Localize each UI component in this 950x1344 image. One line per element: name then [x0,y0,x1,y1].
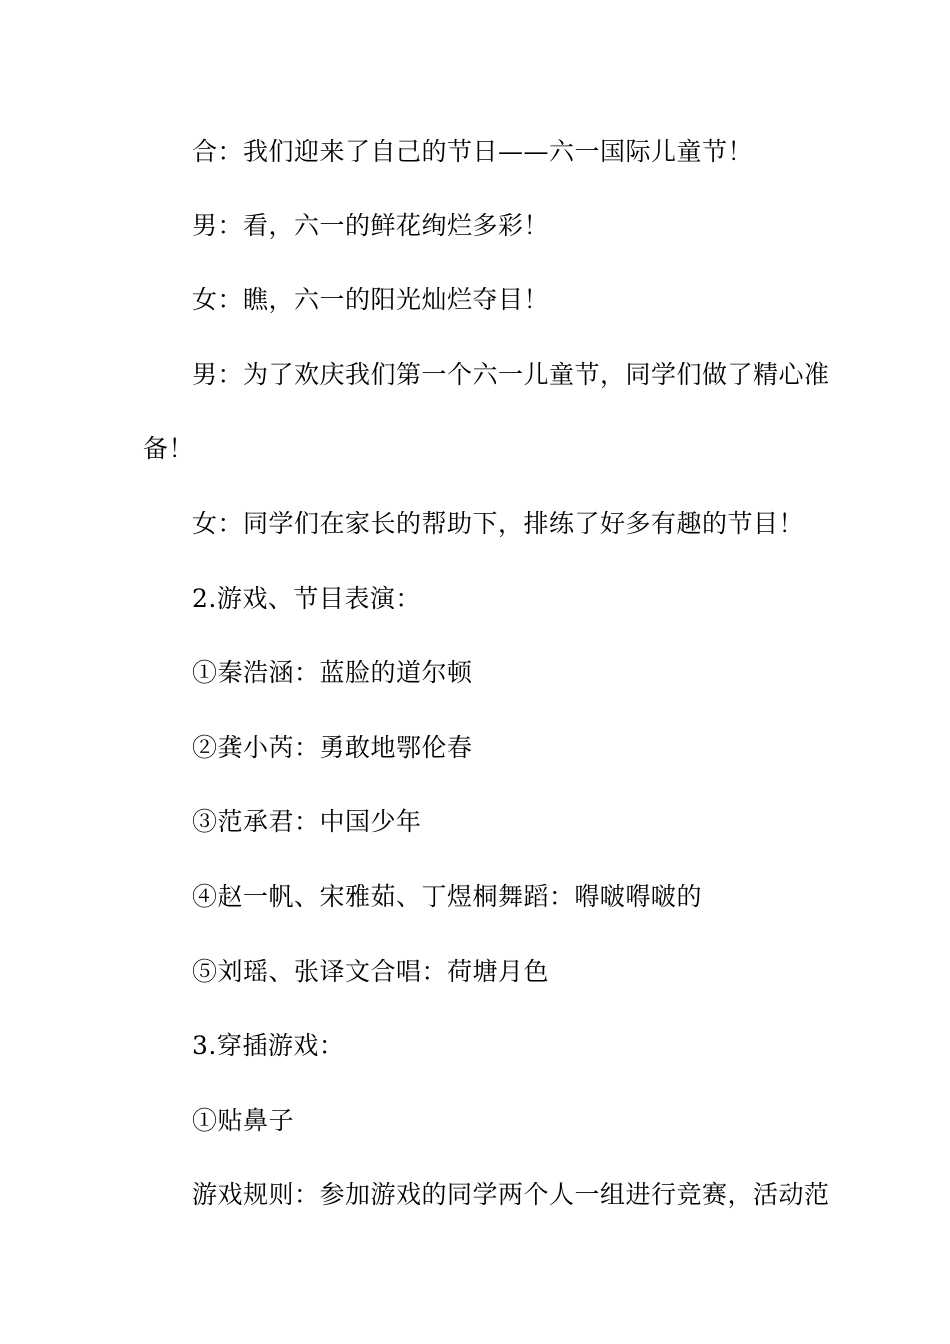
list-item-performance-3: ③范承君：中国少年 [192,807,422,836]
list-item-performance-2: ②龚小芮：勇敢地鄂伦春 [192,733,473,762]
list-item-performance-5: ⑤刘瑶、张译文合唱：荷塘月色 [192,957,550,986]
text-line-female-sunshine: 女：瞧，六一的阳光灿烂夺目！ [192,285,550,314]
text-line-male-preparation-continued: 备！ [143,434,195,463]
list-item-performance-4: ④赵一帆、宋雅茹、丁煜桐舞蹈：嘚啵嘚啵的 [192,882,703,911]
text-line-game-rules: 游戏规则：参加游戏的同学两个人一组进行竞赛，活动范 [192,1180,830,1209]
text-line-chorus-intro: 合：我们迎来了自己的节日——六一国际儿童节！ [192,137,754,166]
text-line-male-preparation: 男：为了欢庆我们第一个六一儿童节，同学们做了精心准 [192,360,830,389]
section-heading-games: 3.穿插游戏： [192,1031,345,1060]
text-line-male-flowers: 男：看，六一的鲜花绚烂多彩！ [192,211,550,240]
list-item-performance-1: ①秦浩涵：蓝脸的道尔顿 [192,658,473,687]
text-line-female-rehearsal: 女：同学们在家长的帮助下，排练了好多有趣的节目！ [192,509,805,538]
list-item-game-1: ①贴鼻子 [192,1106,295,1135]
section-heading-performances: 2.游戏、节目表演： [192,584,421,613]
